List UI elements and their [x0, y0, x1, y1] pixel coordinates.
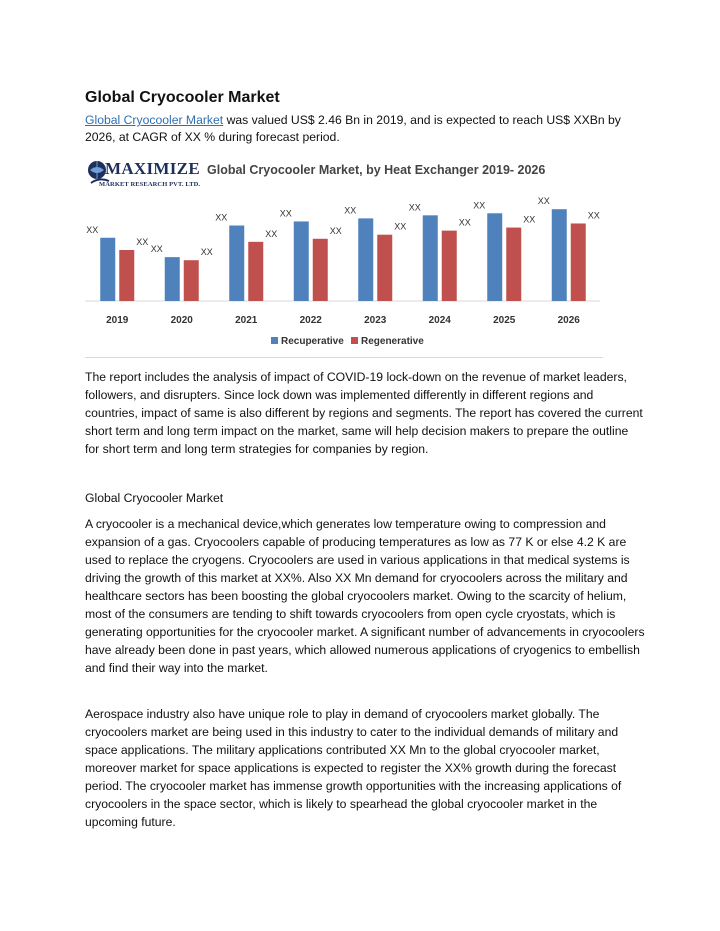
covid-impact-paragraph: The report includes the analysis of impact of COVID-19 lock-down on the revenue of market leaders, followers, and disrupters. Since lock down was implemented differently in different regions and countries, impact of same is also different by regions and segments. The report has covered the current short term and long term impact on the market, same will help decision makers to prepare the outline for short term and long term strategies for companies by region. — [85, 370, 643, 456]
tick-label-2023: 2023 — [364, 315, 387, 326]
data-label-recuperative-2026: XX — [537, 196, 550, 207]
tick-label-2026: 2026 — [557, 315, 580, 326]
tick-label-2022: 2022 — [299, 315, 322, 326]
data-label-recuperative-2020: XX — [150, 244, 163, 255]
market-link[interactable]: Global Cryocooler Market — [85, 113, 224, 127]
bar-regenerative-2023 — [377, 235, 392, 301]
bar-regenerative-2021 — [248, 242, 263, 301]
bar-recuperative-2019 — [100, 238, 115, 301]
bar-regenerative-2024 — [442, 231, 457, 301]
aerospace-paragraph: Aerospace industry also have unique role to play in demand of cryocoolers market globally. The cryocoolers market are being used in this industry to cater to the individual demands of military and space applications. The military applications contributed XX Mn to the global cryocooler market, moreover market for space applications is expected to register the XX% growth during the forecast period. The cryocooler market has immense growth opportunities with the increasing applications of cryocoolers in the space sector, which is likely to spearhead the global cryocooler market in the upcoming future. — [85, 707, 622, 829]
bar-recuperative-2023 — [358, 218, 373, 301]
chart-title: Global Cryocooler Market, by Heat Exchanger 2019- 2026 — [207, 163, 546, 177]
data-label-recuperative-2023: XX — [344, 205, 357, 216]
bar-regenerative-2026 — [571, 223, 586, 301]
data-label-regenerative-2021: XX — [265, 228, 278, 239]
tick-label-2024: 2024 — [428, 315, 451, 326]
legend-label-recuperative: Recuperative — [281, 336, 344, 347]
data-label-regenerative-2022: XX — [329, 225, 342, 236]
legend-label-regenerative: Regenerative — [361, 336, 424, 347]
intro-paragraph — [85, 112, 645, 146]
article-header — [85, 88, 645, 146]
logo-tagline: MARKET RESEARCH PVT. LTD. — [99, 181, 201, 188]
bar-recuperative-2022 — [294, 221, 309, 301]
tick-label-2021: 2021 — [235, 315, 258, 326]
bar-recuperative-2021 — [229, 226, 244, 301]
data-label-regenerative-2023: XX — [394, 221, 407, 232]
data-label-recuperative-2021: XX — [215, 212, 228, 223]
data-label-regenerative-2025: XX — [523, 214, 536, 225]
legend-swatch-recuperative — [271, 337, 278, 344]
data-label-regenerative-2019: XX — [136, 237, 149, 247]
legend-swatch-regenerative — [351, 337, 358, 344]
bar-regenerative-2022 — [313, 239, 328, 301]
page-title: Global Cryocooler Market — [85, 89, 280, 106]
figure-divider — [85, 357, 603, 358]
tick-label-2020: 2020 — [170, 315, 193, 326]
bar-regenerative-2019 — [119, 250, 134, 301]
bar-recuperative-2026 — [552, 209, 567, 301]
chart-figure — [85, 153, 605, 358]
bar-regenerative-2020 — [184, 260, 199, 301]
data-label-recuperative-2025: XX — [473, 200, 486, 211]
section-subheading: Global Cryocooler Market — [85, 491, 224, 505]
intro-text: was valued US$ 2.46 Bn in 2019, and is expected to reach US$ XXBn by 2026, at CAGR of XX % during forecast period. — [85, 113, 621, 144]
logo-wordmark: MAXIMIZE — [105, 159, 200, 178]
bar-recuperative-2025 — [487, 213, 502, 301]
data-label-recuperative-2022: XX — [279, 208, 292, 219]
tick-label-2019: 2019 — [106, 315, 129, 326]
bar-recuperative-2024 — [423, 215, 438, 301]
definition-paragraph: A cryocooler is a mechanical device,which generates low temperature owing to compression and expansion of a gas. Cryocoolers capable of producing temperatures as low as 77 K or else 4.2 K are used to replace the cryogens. Cryocoolers are used in various applications in that medical systems is driving the growth of this market at XX%. Also XX Mn demand for cryocoolers across the military and healthcare sectors has been boosting the global cryocoolers market. Owing to the scarcity of helium, most of the consumers are tending to shift towards cryocoolers from open cycle cryostats, which is generating opportunities for the cryocooler market. A significant number of advancements in cryocoolers have already been done in past years, which allowed numerous applications of cryogenics to embellish and find their way into the market. — [85, 517, 645, 675]
data-label-recuperative-2019: XX — [86, 224, 99, 235]
tick-label-2025: 2025 — [493, 315, 516, 326]
bar-recuperative-2020 — [165, 257, 180, 301]
data-label-recuperative-2024: XX — [408, 202, 421, 213]
data-label-regenerative-2024: XX — [458, 217, 471, 228]
data-label-regenerative-2020: XX — [200, 247, 213, 258]
bar-regenerative-2025 — [506, 228, 521, 301]
data-label-regenerative-2026: XX — [587, 210, 600, 221]
bar-chart — [85, 153, 605, 358]
